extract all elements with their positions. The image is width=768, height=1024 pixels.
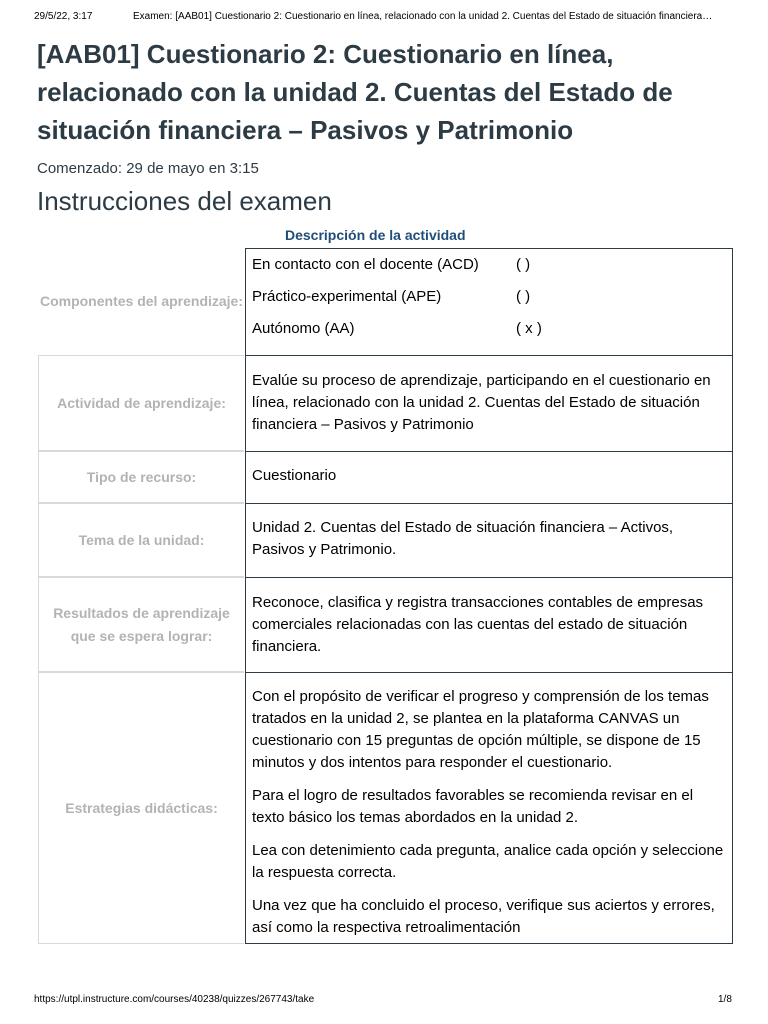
quiz-started-time: Comenzado: 29 de mayo en 3:15 [37,160,259,177]
strategy-paragraph: Lea con detenimiento cada pregunta, analice cada opción y seleccione la respuesta correcta. [252,842,724,881]
component-ape-label: Práctico-experimental (APE) [252,288,442,305]
component-aa-label: Autónomo (AA) [252,320,355,337]
quiz-title: [AAB01] Cuestionario 2: Cuestionario en línea, relacionado con la unidad 2. Cuentas del Estado de situación financiera – Pasivos y Patrimonio [37,39,673,145]
table-row-label: Tipo de recurso: [38,451,244,503]
teaching-strategies-cell [245,672,733,944]
print-page-number: 1/8 [718,994,732,1005]
print-date: 29/5/22, 3:17 [34,11,93,22]
strategy-paragraph: Con el propósito de verificar el progreso y comprensión de los temas tratados en la unidad 2, se plantea en la plataforma CANVAS un cuestionario con 15 preguntas de opción múltiple, se dispone de 15 minutos y dos intentos para responder el cuestionario. [252,688,709,771]
component-ape-mark: ( ) [516,288,531,305]
learning-results-cell [245,577,733,673]
table-row-label: Componentes del aprendizaje: [39,293,244,309]
learning-activity-cell [245,355,733,452]
table-row-label: Estrategias didácticas: [38,672,244,944]
component-acd-mark: ( ) [516,256,531,273]
print-footer [0,994,768,1008]
print-url: https://utpl.instructure.com/courses/40238/quizzes/267743/take [34,994,315,1005]
strategy-paragraph: Para el logro de resultados favorables se recomienda revisar en el texto básico los temas abordados en la unidad 2. [252,787,694,826]
resource-type-cell [245,451,733,504]
component-acd-label: En contacto con el docente (ACD) [252,256,479,273]
unit-topic-text: Unidad 2. Cuentas del Estado de situación financiera – Activos, Pasivos y Patrimonio. [252,519,674,558]
activity-table-caption: Descripción de la actividad [285,227,466,243]
component-aa-mark: ( x ) [516,320,542,337]
unit-topic-cell [245,503,733,578]
learning-results-text: Reconoce, clasifica y registra transacciones contables de empresas comerciales relacionadas con las cuentas del estado de situación financiera. [252,594,704,655]
strategy-paragraph: Una vez que ha concluido el proceso, verifique sus aciertos y errores, así como la respectiva retroalimentación [252,897,715,936]
table-row-label: Actividad de aprendizaje: [38,355,244,451]
learning-components-cell [245,248,733,356]
print-header [0,6,768,24]
table-row-label: Tema de la unidad: [38,503,244,577]
learning-activity-text: Evalúe su proceso de aprendizaje, participando en el cuestionario en línea, relacionado con la unidad 2. Cuentas del Estado de situación financiera – Pasivos y Patrimonio [252,372,711,433]
instructions-heading: Instrucciones del examen [37,186,332,216]
resource-type-text: Cuestionario [252,467,337,484]
table-row-label: Resultados de aprendizaje que se espera lograr: [38,577,244,672]
print-document-title: Examen: [AAB01] Cuestionario 2: Cuestionario en línea, relacionado con la unidad 2. Cuentas del Estado de situación financiera… [133,11,713,22]
